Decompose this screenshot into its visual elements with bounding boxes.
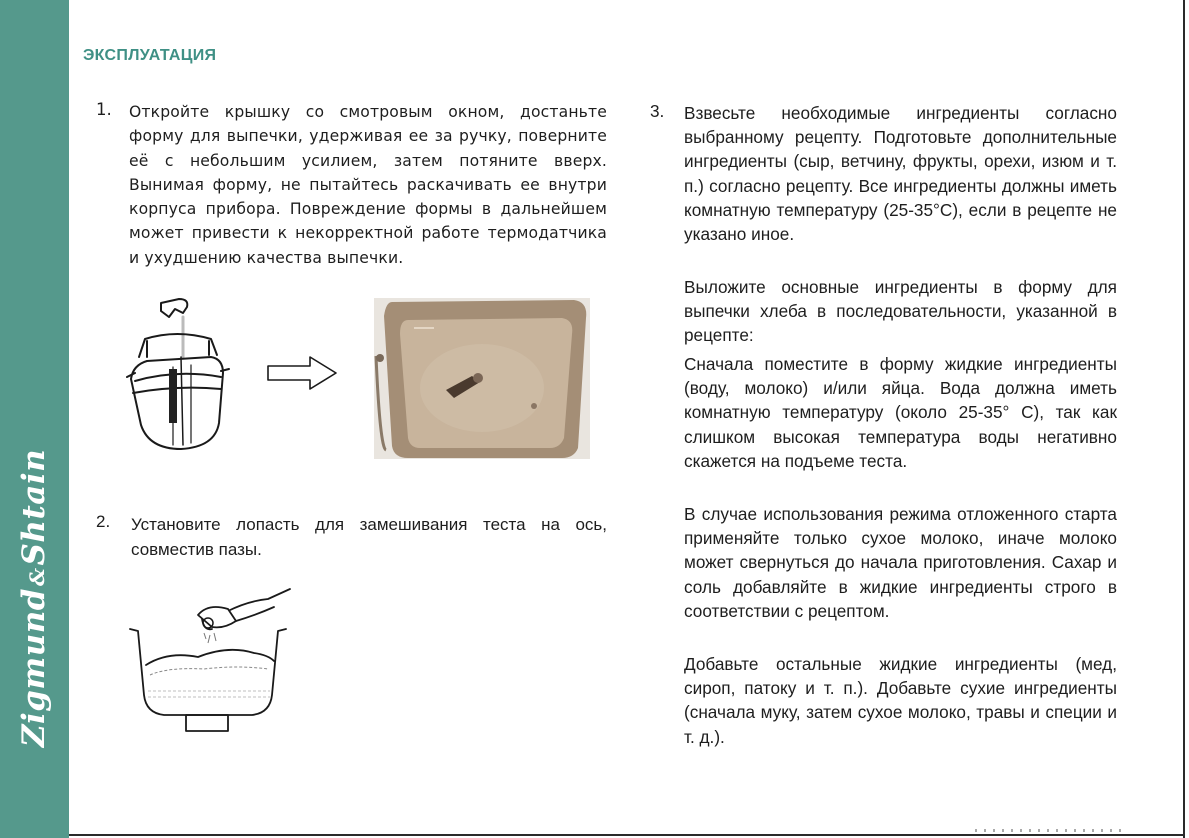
step-3-paragraph-2: Выложите основные ингредиенты в форму для выпечки хлеба в последовательности, указанной в рецепте: (684, 277, 1117, 346)
step-1-number: 1. (96, 100, 112, 119)
step-2-number: 2. (96, 512, 111, 531)
step-3-paragraph-4: В случае использования режима отложенного старта применяйте только сухое молоко, иначе молоко может свернуться до начала приготовления. Сахар и соль добавляйте в жидкие ингредиенты строго в соответствии с рецептом. (684, 504, 1117, 621)
page-border-right (1183, 0, 1185, 838)
brand-sidebar (0, 0, 69, 838)
bread-pan-photo (374, 298, 590, 459)
arrow-right-icon (266, 355, 338, 391)
step-1-text: Откройте крышку со смотровым окном, достаньте форму для выпечки, удерживая ее за ручку, поверните её с небольшим усилием, затем потяните вверх. Вынимая форму, не пытайтесь раскачивать ее внутри корпуса прибора. Повреждение формы в дальнейшем может привести к некорректной работе термодатчика и ухудшению качества выпечки. (129, 103, 607, 267)
bread-pan-drawing (125, 295, 230, 457)
step-2-text: Установите лопасть для замешивания теста на ось, совместив пазы. (131, 515, 607, 559)
step-3-paragraph-3: Сначала поместите в форму жидкие ингредиенты (воду, молоко) и/или яйца. Вода должна иметь комнатную температуру (около 25-35° С), так как слишком высокая температура воды негативно скажется на подъеме теста. (684, 354, 1117, 471)
step-3-number: 3. (650, 101, 665, 121)
section-title: ЭКСПЛУАТАЦИЯ (83, 47, 217, 64)
kneading-paddle-drawing (128, 585, 293, 735)
step-3-paragraph-5: Добавьте остальные жидкие ингредиенты (мед, сироп, патоку и т. п.). Добавьте сухие ингредиенты (сначала муку, затем сухое молоко, травы и специи и т. д.). (684, 654, 1117, 747)
brand-logo: Zigmund&Shtain (16, 448, 52, 748)
step-3-paragraph-1: Взвесьте необходимые ингредиенты согласно выбранному рецепту. Подготовьте дополнительные ингредиенты (сыр, ветчину, фрукты, орехи, изюм и т. п.) согласно рецепту. Все ингредиенты должны иметь комнатную температуру (25-35°С), если в рецепте не указано иное. (684, 103, 1117, 245)
page-border-bottom (69, 834, 1183, 836)
footer-decoration (975, 829, 1125, 832)
